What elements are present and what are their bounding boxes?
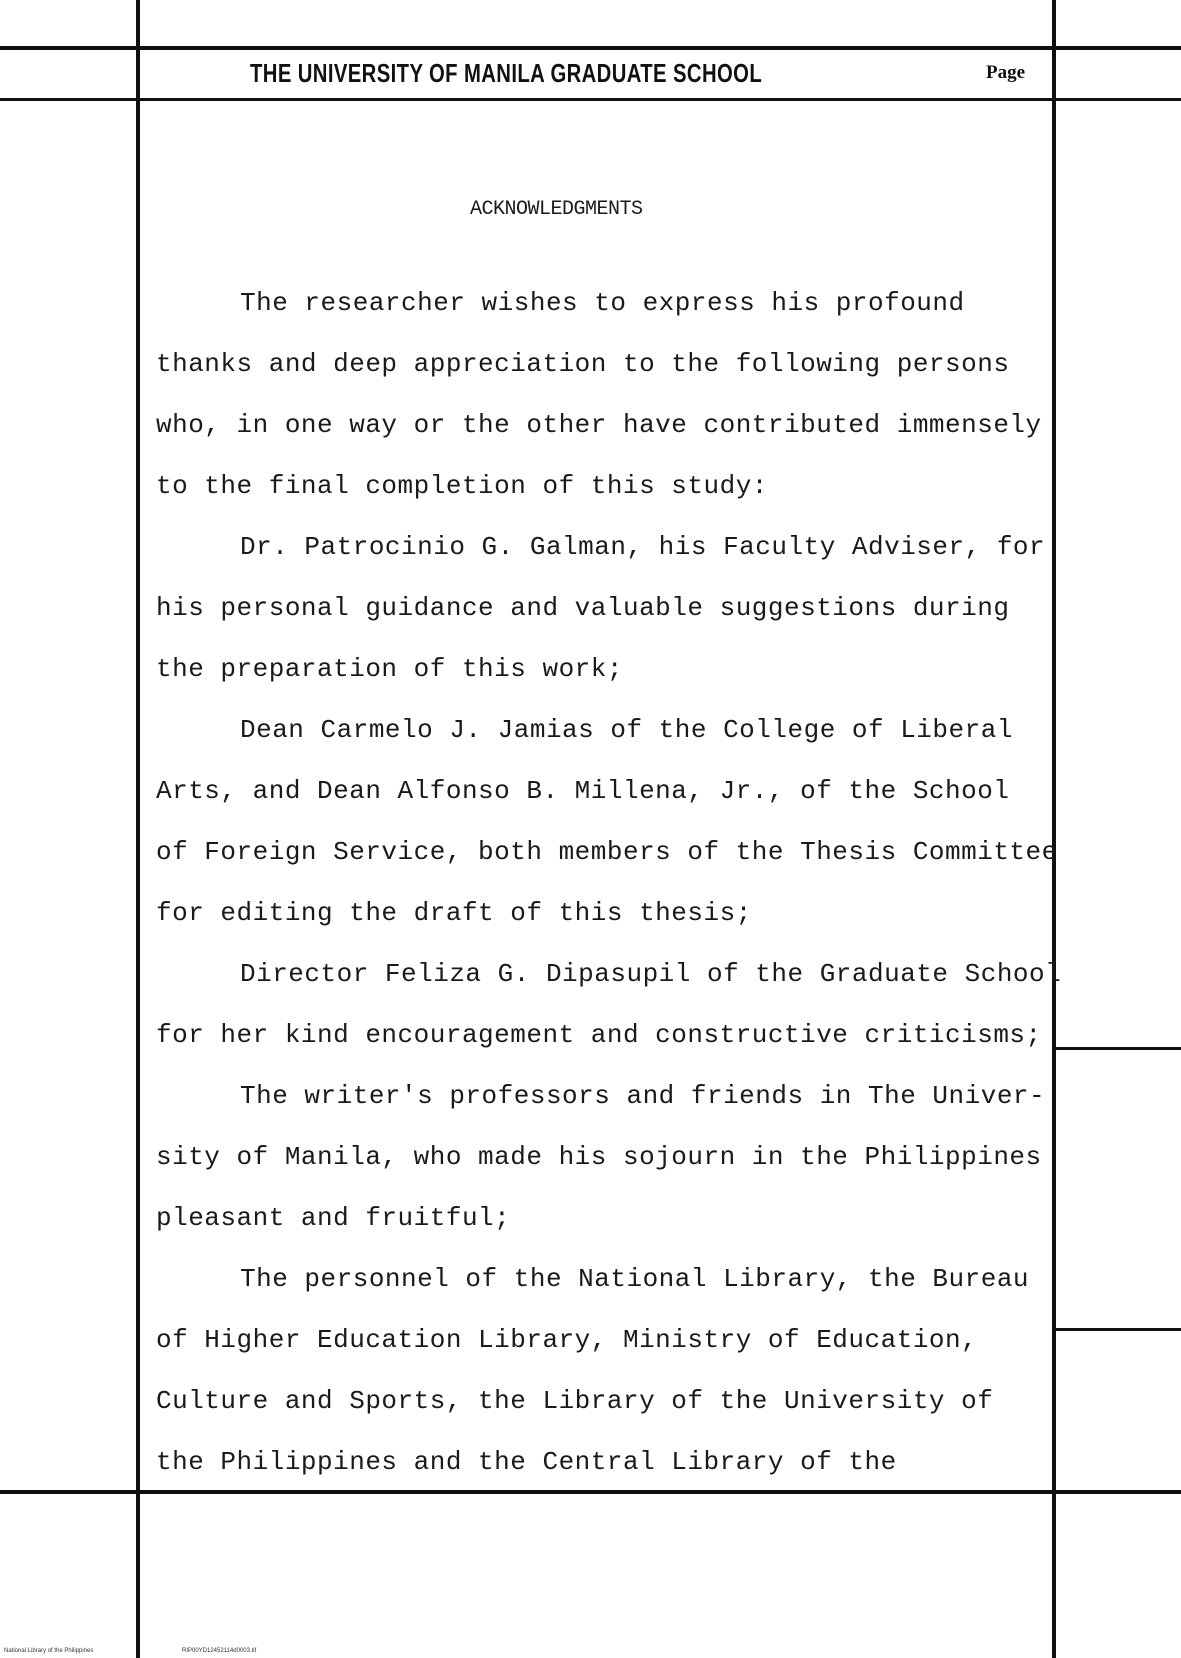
footer-file-id: RIP00YD12452114d0003.tif — [182, 1648, 257, 1654]
text-line: The researcher wishes to express his profound — [240, 288, 965, 318]
text-line: the preparation of this work; — [156, 654, 623, 684]
bottom-rule — [0, 1490, 1181, 1494]
right-tab-rule-2 — [1052, 1328, 1181, 1331]
page-title: ACKNOWLEDGMENTS — [470, 198, 643, 221]
text-line: of Higher Education Library, Ministry of Education, — [156, 1325, 978, 1355]
text-line: for her kind encouragement and constructive criticisms; — [156, 1020, 1042, 1050]
text-line: of Foreign Service, both members of the Thesis Committee — [156, 837, 1058, 867]
text-line: Arts, and Dean Alfonso B. Millena, Jr., of the School — [156, 776, 1010, 806]
text-line: his personal guidance and valuable suggestions during — [156, 593, 1010, 623]
text-line: for editing the draft of this thesis; — [156, 898, 752, 928]
text-line: Director Feliza G. Dipasupil of the Graduate School — [240, 959, 1062, 989]
page-label: Page — [986, 62, 1026, 83]
institution-header: THE UNIVERSITY OF MANILA GRADUATE SCHOOL — [250, 58, 763, 88]
top-header-rule — [0, 46, 1181, 50]
text-line: pleasant and fruitful; — [156, 1203, 511, 1233]
text-line: Dean Carmelo J. Jamias of the College of Liberal — [240, 715, 1013, 745]
header-bottom-rule — [0, 98, 1181, 101]
text-line: who, in one way or the other have contributed immensely — [156, 410, 1042, 440]
footer-source: National Library of the Philippines — [4, 1648, 94, 1654]
text-line: to the final completion of this study: — [156, 471, 768, 501]
text-line: thanks and deep appreciation to the following persons — [156, 349, 1010, 379]
left-margin-rule — [136, 0, 140, 1658]
right-tab-rule-1 — [1052, 1047, 1181, 1050]
right-margin-rule — [1052, 0, 1056, 1658]
text-line: the Philippines and the Central Library of the — [156, 1447, 897, 1477]
text-line: Dr. Patrocinio G. Galman, his Faculty Adviser, for — [240, 532, 1046, 562]
text-line: The personnel of the National Library, the Bureau — [240, 1264, 1030, 1294]
text-line: The writer's professors and friends in The Univer- — [240, 1081, 1046, 1111]
text-line: Culture and Sports, the Library of the University of — [156, 1386, 994, 1416]
text-line: sity of Manila, who made his sojourn in the Philippines — [156, 1142, 1042, 1172]
